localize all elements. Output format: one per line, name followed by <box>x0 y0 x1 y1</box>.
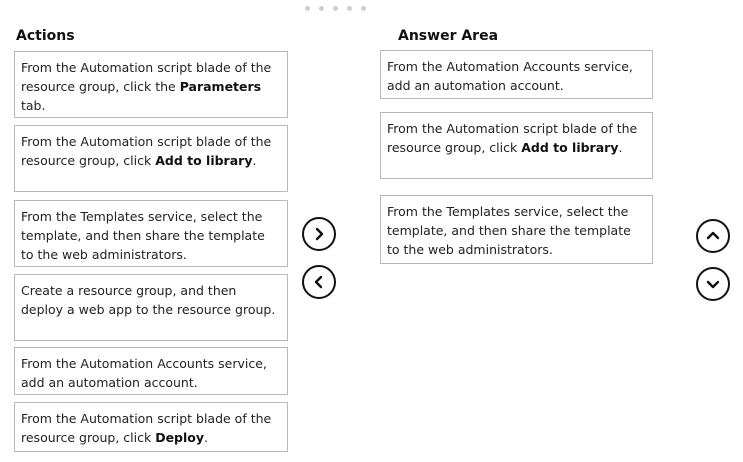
pagination-dots <box>305 6 366 11</box>
move-right-button[interactable] <box>302 217 336 251</box>
answer-item-add-to-library[interactable]: From the Automation script blade of the resource group, click Add to library. <box>380 112 653 179</box>
chevron-down-icon <box>706 277 720 291</box>
move-up-button[interactable] <box>696 219 730 253</box>
page-dot <box>361 6 366 11</box>
action-item-create-resource-group[interactable]: Create a resource group, and then deploy a web app to the resource group. <box>14 274 288 341</box>
answer-area-heading: Answer Area <box>398 28 499 44</box>
page-dot <box>333 6 338 11</box>
page-dot <box>305 6 310 11</box>
actions-heading: Actions <box>16 28 75 44</box>
page-dot <box>347 6 352 11</box>
action-item-add-automation-account[interactable]: From the Automation Accounts service, add an automation account. <box>14 347 288 395</box>
chevron-right-icon <box>312 227 326 241</box>
chevron-left-icon <box>312 275 326 289</box>
answer-item-add-automation-account[interactable]: From the Automation Accounts service, add an automation account. <box>380 50 653 99</box>
action-item-share-template[interactable]: From the Templates service, select the template, and then share the template to the web administrators. <box>14 200 288 267</box>
action-item-add-to-library[interactable]: From the Automation script blade of the resource group, click Add to library. <box>14 125 288 192</box>
chevron-up-icon <box>706 229 720 243</box>
move-down-button[interactable] <box>696 267 730 301</box>
action-item-parameters-tab[interactable]: From the Automation script blade of the resource group, click the Parameters tab. <box>14 51 288 118</box>
action-item-deploy[interactable]: From the Automation script blade of the resource group, click Deploy. <box>14 402 288 452</box>
answer-item-share-template[interactable]: From the Templates service, select the template, and then share the template to the web administrators. <box>380 195 653 264</box>
move-left-button[interactable] <box>302 265 336 299</box>
page-dot <box>319 6 324 11</box>
